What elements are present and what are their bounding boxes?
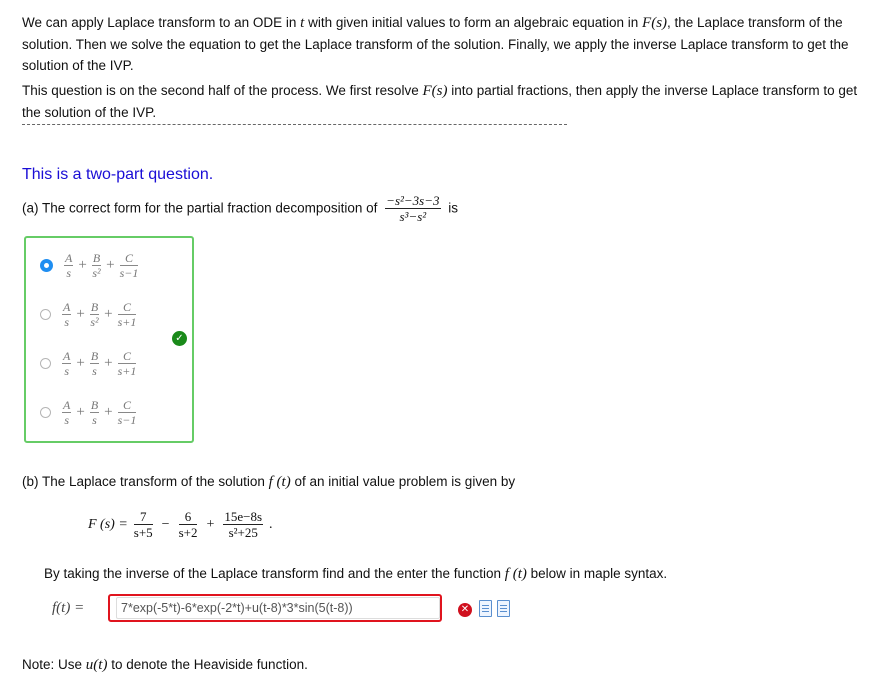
math-Fs: F(s) bbox=[422, 83, 448, 99]
term-denominator: s−1 bbox=[117, 412, 137, 427]
term-denominator: s²+25 bbox=[228, 525, 258, 540]
plus-sign: + bbox=[104, 305, 113, 322]
radio-button[interactable] bbox=[40, 358, 51, 369]
term-numerator: 6 bbox=[179, 510, 198, 525]
answer-field-wrapper bbox=[108, 594, 442, 622]
incorrect-x-icon: ✕ bbox=[458, 603, 472, 617]
plus-sign: + bbox=[76, 403, 85, 420]
term-denominator: s bbox=[92, 363, 97, 378]
term-numerator: 7 bbox=[134, 510, 153, 525]
term-numerator: B bbox=[92, 250, 101, 265]
term-b bbox=[90, 301, 99, 328]
instruction-text: By taking the inverse of the Laplace transform find and the enter the function bbox=[44, 566, 505, 581]
term-b bbox=[90, 350, 99, 377]
term-a bbox=[62, 350, 71, 377]
term-numerator: C bbox=[120, 252, 139, 266]
term-numerator: A bbox=[63, 348, 71, 363]
term-denominator: s bbox=[64, 314, 69, 329]
part-a-prompt bbox=[22, 194, 458, 223]
minus-sign: − bbox=[161, 516, 170, 532]
term-numerator: C bbox=[118, 350, 137, 364]
math-ft: f (t) bbox=[504, 566, 527, 582]
plus-sign: + bbox=[206, 516, 215, 532]
term-denominator: s bbox=[92, 412, 97, 427]
choice-expression bbox=[61, 350, 137, 377]
formula-term-1 bbox=[134, 510, 153, 539]
term-denominator: s−1 bbox=[119, 265, 139, 280]
intro-text-segment: with given initial values to form an algebraic equation in bbox=[304, 15, 643, 30]
answer-label: f(t) = bbox=[52, 599, 85, 616]
term-denominator: s+5 bbox=[133, 525, 153, 540]
math-t: t bbox=[300, 15, 305, 31]
term-numerator: A bbox=[65, 250, 73, 265]
term-numerator: C bbox=[118, 399, 137, 413]
plus-sign: + bbox=[104, 403, 113, 420]
part-b-text: (b) The Laplace transform of the solution bbox=[22, 474, 269, 489]
intro-text bbox=[22, 12, 867, 127]
answer-row bbox=[52, 594, 442, 622]
correct-check-icon: ✓ bbox=[172, 331, 187, 346]
term-numerator: B bbox=[90, 299, 99, 314]
choice-option-1[interactable] bbox=[40, 247, 139, 283]
choice-option-2[interactable] bbox=[40, 296, 137, 332]
term-c bbox=[120, 252, 139, 279]
term-c bbox=[118, 399, 137, 426]
note-segment: Note: Use bbox=[22, 657, 86, 672]
choice-option-3[interactable] bbox=[40, 345, 137, 381]
help-icon[interactable] bbox=[497, 600, 510, 617]
term-denominator: s+1 bbox=[117, 314, 137, 329]
intro-text-segment: This question is on the second half of the process. We first resolve bbox=[22, 83, 423, 98]
formula-period: . bbox=[269, 516, 273, 532]
radio-button[interactable] bbox=[40, 407, 51, 418]
choice-expression bbox=[61, 399, 137, 426]
plus-sign: + bbox=[104, 354, 113, 371]
term-b bbox=[92, 252, 101, 279]
term-denominator: s+1 bbox=[117, 363, 137, 378]
intro-text-segment: , the Laplace transform of the solution. Then we solve the equation to get the Laplace transform of the solution. Finally, we apply the inverse Laplace transform to get the solution of the IVP. bbox=[22, 15, 849, 73]
instruction-text: below in maple syntax. bbox=[526, 566, 668, 581]
part-a-fraction bbox=[385, 194, 440, 223]
math-Fs: F(s) bbox=[642, 15, 668, 31]
intro-text-segment: into partial fractions, then apply the inverse Laplace transform to get the solution of the IVP. bbox=[22, 83, 858, 120]
formula-lhs: F (s) = bbox=[88, 516, 128, 532]
term-numerator: A bbox=[63, 397, 71, 412]
fraction-denominator: s³−s² bbox=[399, 209, 427, 224]
term-a bbox=[62, 399, 71, 426]
part-b-text: of an initial value problem is given by bbox=[290, 474, 516, 489]
intro-paragraph-1 bbox=[22, 12, 867, 76]
fraction-numerator: −s²−3s−3 bbox=[386, 193, 440, 208]
term-denominator: s bbox=[66, 265, 71, 280]
answer-input[interactable] bbox=[116, 597, 440, 619]
term-a bbox=[64, 252, 73, 279]
math-ut: u(t) bbox=[85, 657, 108, 673]
dashed-divider bbox=[22, 124, 567, 125]
intro-text-segment: We can apply Laplace transform to an ODE in bbox=[22, 15, 301, 30]
choice-option-4[interactable] bbox=[40, 394, 137, 430]
part-a-suffix: is bbox=[448, 200, 459, 216]
term-numerator: B bbox=[90, 397, 99, 412]
choice-expression bbox=[61, 301, 137, 328]
part-b-prompt bbox=[22, 474, 515, 491]
note-segment: to denote the Heaviside function. bbox=[107, 657, 308, 672]
laplace-formula bbox=[88, 510, 273, 539]
term-numerator: B bbox=[90, 348, 99, 363]
multiple-choice-group bbox=[24, 236, 194, 443]
term-c bbox=[118, 350, 137, 377]
term-denominator: s bbox=[64, 412, 69, 427]
part-b-instruction bbox=[44, 566, 667, 583]
term-denominator: s² bbox=[90, 314, 99, 329]
term-numerator: A bbox=[63, 299, 71, 314]
math-ft: f (t) bbox=[268, 474, 291, 490]
choice-expression bbox=[63, 252, 139, 279]
term-denominator: s bbox=[64, 363, 69, 378]
term-denominator: s+2 bbox=[178, 525, 198, 540]
radio-selected[interactable] bbox=[40, 259, 53, 272]
plus-sign: + bbox=[106, 256, 115, 273]
note-text bbox=[22, 657, 308, 674]
term-denominator: s² bbox=[92, 265, 101, 280]
plus-sign: + bbox=[78, 256, 87, 273]
formula-term-3 bbox=[223, 510, 263, 539]
formula-term-2 bbox=[179, 510, 198, 539]
part-a-prompt-text: (a) The correct form for the partial fraction decomposition of bbox=[22, 200, 378, 216]
term-numerator: 15e−8s bbox=[224, 509, 263, 524]
term-c bbox=[118, 301, 137, 328]
preview-icon[interactable] bbox=[479, 600, 492, 617]
plus-sign: + bbox=[76, 305, 85, 322]
plus-sign: + bbox=[76, 354, 85, 371]
term-a bbox=[62, 301, 71, 328]
term-b bbox=[90, 399, 99, 426]
term-numerator: C bbox=[118, 301, 137, 315]
radio-button[interactable] bbox=[40, 309, 51, 320]
intro-paragraph-2 bbox=[22, 80, 867, 123]
two-part-heading: This is a two-part question. bbox=[22, 166, 214, 183]
